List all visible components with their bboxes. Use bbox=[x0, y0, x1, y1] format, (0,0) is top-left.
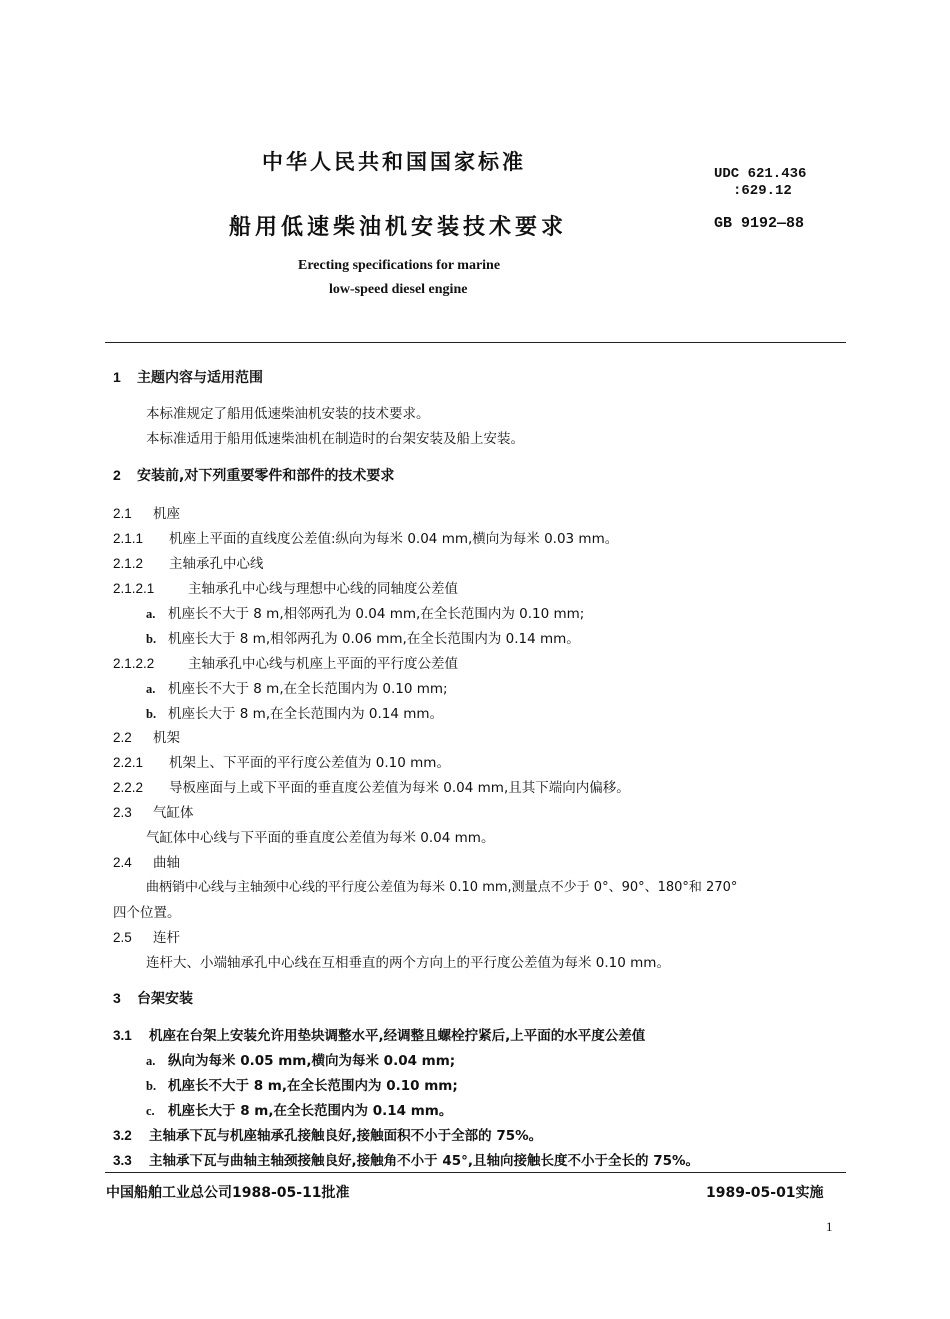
clause-number: 2.1.1 bbox=[113, 531, 144, 546]
udc-code-line2: :629.12 bbox=[733, 183, 792, 199]
list-item bbox=[146, 677, 448, 697]
clause-text: 机座在台架上安装允许用垫块调整水平,经调整且螺栓拧紧后,上平面的水平度公差值 bbox=[149, 1028, 646, 1044]
list-item-text: 机座长大于 8 m,在全长范围内为 0.14 mm。 bbox=[168, 706, 444, 722]
standard-title-en-line1: Erecting specifications for marine bbox=[298, 258, 501, 273]
footer-rule bbox=[105, 1172, 846, 1173]
clause-number: 2.1.2 bbox=[113, 556, 144, 571]
clause-number: 3.1 bbox=[113, 1028, 132, 1043]
gb-code: GB 9192—88 bbox=[714, 215, 805, 232]
clause-text: 主轴承孔中心线与理想中心线的同轴度公差值 bbox=[188, 581, 458, 597]
clause-2-1-2-1 bbox=[113, 577, 458, 597]
section-heading-2 bbox=[113, 465, 394, 485]
list-item bbox=[146, 1074, 458, 1094]
clause-2-2 bbox=[113, 726, 180, 746]
clause-text: 机架 bbox=[153, 730, 180, 746]
paragraph: 本标准规定了船用低速柴油机安装的技术要求。 bbox=[146, 406, 430, 422]
standard-title-en-line2: low-speed diesel engine bbox=[329, 282, 468, 297]
list-item-text: 机座长大于 8 m,在全长范围内为 0.14 mm。 bbox=[168, 1103, 453, 1119]
approval-line: 中国船舶工业总公司1988-05-11批准 bbox=[106, 1185, 350, 1201]
list-item-letter: c. bbox=[146, 1104, 155, 1118]
section-heading-1 bbox=[113, 367, 263, 387]
clause-2-1-2 bbox=[113, 552, 264, 572]
clause-number: 3.2 bbox=[113, 1128, 132, 1143]
clause-text: 气缸体 bbox=[153, 805, 194, 821]
clause-number: 2.2.2 bbox=[113, 780, 144, 795]
clause-text: 机架上、下平面的平行度公差值为 0.10 mm。 bbox=[169, 755, 450, 771]
section-heading-3 bbox=[113, 988, 193, 1008]
clause-number: 2.1 bbox=[113, 506, 132, 521]
section-number: 3 bbox=[113, 990, 121, 1006]
standard-title-cn: 船用低速柴油机安装技术要求 bbox=[229, 215, 568, 240]
list-item bbox=[146, 702, 443, 722]
section-title: 安装前,对下列重要零件和部件的技术要求 bbox=[137, 468, 395, 484]
clause-2-5 bbox=[113, 926, 180, 946]
clause-2-3 bbox=[113, 801, 194, 821]
list-item bbox=[146, 1099, 452, 1119]
clause-3-1 bbox=[113, 1024, 645, 1044]
udc-code-line1: UDC 621.436 bbox=[714, 166, 807, 182]
clause-text: 主轴承孔中心线 bbox=[169, 556, 264, 572]
clause-2-1-1 bbox=[113, 527, 618, 547]
clause-number: 2.3 bbox=[113, 805, 132, 820]
paragraph: 连杆大、小端轴承孔中心线在互相垂直的两个方向上的平行度公差值为每米 0.10 mm。 bbox=[146, 955, 670, 971]
clause-text: 机座上平面的直线度公差值:纵向为每米 0.04 mm,横向为每米 0.03 mm。 bbox=[169, 531, 619, 547]
list-item-letter: a. bbox=[146, 682, 156, 696]
clause-number: 3.3 bbox=[113, 1153, 132, 1168]
paragraph: 曲柄销中心线与主轴颈中心线的平行度公差值为每米 0.10 mm,测量点不少于 0°、90°、180°和 270° bbox=[146, 880, 738, 895]
clause-text: 主轴承下瓦与曲轴主轴颈接触良好,接触角不小于 45°,且轴向接触长度不小于全长的 75%。 bbox=[149, 1153, 700, 1169]
clause-text: 机座 bbox=[153, 506, 180, 522]
clause-number: 2.2 bbox=[113, 730, 132, 745]
clause-number: 2.5 bbox=[113, 930, 132, 945]
list-item-letter: a. bbox=[146, 1054, 156, 1068]
clause-text: 曲轴 bbox=[153, 855, 180, 871]
list-item bbox=[146, 602, 584, 622]
list-item bbox=[146, 1049, 455, 1069]
clause-2-2-1 bbox=[113, 751, 450, 771]
list-item-text: 纵向为每米 0.05 mm,横向为每米 0.04 mm; bbox=[168, 1053, 456, 1069]
header-rule bbox=[105, 342, 846, 343]
effective-date: 1989-05-01实施 bbox=[706, 1185, 824, 1201]
list-item-letter: b. bbox=[146, 707, 157, 721]
section-title: 主题内容与适用范围 bbox=[137, 370, 263, 386]
paragraph: 本标准适用于船用低速柴油机在制造时的台架安装及船上安装。 bbox=[146, 431, 524, 447]
clause-text: 主轴承孔中心线与机座上平面的平行度公差值 bbox=[188, 656, 458, 672]
page-number: 1 bbox=[826, 1219, 833, 1234]
list-item bbox=[146, 627, 580, 647]
list-item-letter: b. bbox=[146, 632, 157, 646]
clause-number: 2.4 bbox=[113, 855, 132, 870]
clause-text: 主轴承下瓦与机座轴承孔接触良好,接触面积不小于全部的 75%。 bbox=[149, 1128, 543, 1144]
section-number: 2 bbox=[113, 467, 121, 483]
clause-2-2-2 bbox=[113, 776, 630, 796]
clause-number: 2.1.2.2 bbox=[113, 656, 155, 671]
clause-text: 导板座面与上或下平面的垂直度公差值为每米 0.04 mm,且其下端向内偏移。 bbox=[169, 780, 630, 796]
list-item-letter: a. bbox=[146, 607, 156, 621]
list-item-text: 机座长不大于 8 m,在全长范围内为 0.10 mm; bbox=[168, 1078, 458, 1094]
paragraph: 气缸体中心线与下平面的垂直度公差值为每米 0.04 mm。 bbox=[146, 830, 495, 846]
list-item-text: 机座长不大于 8 m,在全长范围内为 0.10 mm; bbox=[168, 681, 448, 697]
section-title: 台架安装 bbox=[137, 991, 193, 1007]
section-number: 1 bbox=[113, 369, 121, 385]
clause-2-4 bbox=[113, 851, 180, 871]
list-item-text: 机座长大于 8 m,相邻两孔为 0.06 mm,在全长范围内为 0.14 mm。 bbox=[168, 631, 580, 647]
clause-3-2 bbox=[113, 1124, 542, 1144]
paragraph-continuation: 四个位置。 bbox=[113, 905, 181, 921]
clause-number: 2.2.1 bbox=[113, 755, 144, 770]
list-item-text: 机座长不大于 8 m,相邻两孔为 0.04 mm,在全长范围内为 0.10 mm; bbox=[168, 606, 585, 622]
clause-number: 2.1.2.1 bbox=[113, 581, 155, 596]
clause-3-3 bbox=[113, 1149, 699, 1169]
list-item-letter: b. bbox=[146, 1079, 157, 1093]
clause-2-1-2-2 bbox=[113, 652, 458, 672]
clause-2-1 bbox=[113, 502, 180, 522]
national-standard-heading: 中华人民共和国国家标准 bbox=[262, 150, 526, 174]
clause-text: 连杆 bbox=[153, 930, 180, 946]
